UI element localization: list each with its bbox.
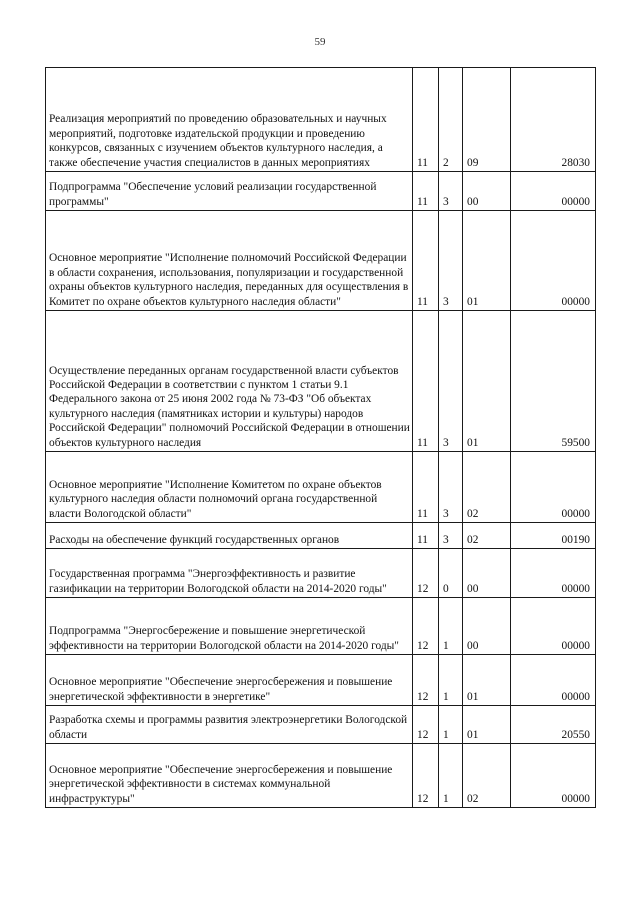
row-code-3: 01 [463,211,511,311]
table-row [46,744,596,808]
row-code-1: 11 [413,211,439,311]
row-code-2: 1 [439,706,463,744]
row-code-4: 28030 [511,68,596,172]
row-code-1: 11 [413,311,439,452]
row-name: Расходы на обеспечение функций государственных органов [46,523,413,549]
row-code-2: 3 [439,311,463,452]
table-row [46,549,596,598]
row-code-1: 12 [413,549,439,598]
row-code-2: 1 [439,598,463,655]
row-code-3: 00 [463,549,511,598]
row-name: Подпрограмма "Обеспечение условий реализации государственной программы" [46,172,413,211]
row-code-3: 02 [463,523,511,549]
table-row [46,452,596,523]
table-row [46,598,596,655]
row-code-4: 00000 [511,172,596,211]
row-code-4: 59500 [511,311,596,452]
row-code-2: 3 [439,172,463,211]
row-code-1: 11 [413,452,439,523]
row-name: Осуществление переданных органам государственной власти субъектов Российской Федерации в соответствии с пунктом 1 статьи 9.1 Федерального закона от 25 июня 2002 года № 73-ФЗ "Об объектах культурного наследия (памятниках истории и культуры) народов Российской Федерации" полномочий Российской Федерации в отношении объектов культурного наследия [46,311,413,452]
row-code-2: 3 [439,211,463,311]
row-code-1: 12 [413,655,439,706]
row-code-2: 1 [439,744,463,808]
page-number: 59 [314,36,326,48]
row-code-4: 00000 [511,549,596,598]
row-code-1: 11 [413,68,439,172]
row-code-4: 00000 [511,452,596,523]
row-code-1: 11 [413,172,439,211]
row-code-4: 00000 [511,655,596,706]
row-name: Основное мероприятие "Обеспечение энергосбережения и повышение энергетической эффективности в системах коммунальной инфраструктуры" [46,744,413,808]
row-code-3: 00 [463,598,511,655]
row-code-3: 02 [463,744,511,808]
row-code-1: 11 [413,523,439,549]
row-code-2: 3 [439,523,463,549]
row-code-3: 01 [463,655,511,706]
row-name: Основное мероприятие "Исполнение полномочий Российской Федерации в области сохранения, использования, популяризации и государственной охраны объектов культурного наследия, переданных для осуществления в Комитет по охране объектов культурного наследия области" [46,211,413,311]
row-code-4: 00000 [511,598,596,655]
table-row [46,172,596,211]
row-code-1: 12 [413,744,439,808]
table-row [46,211,596,311]
row-code-3: 09 [463,68,511,172]
row-code-1: 12 [413,706,439,744]
row-name: Основное мероприятие "Обеспечение энергосбережения и повышение энергетической эффективности в энергетике" [46,655,413,706]
row-name: Основное мероприятие "Исполнение Комитетом по охране объектов культурного наследия области полномочий органа государственной власти Вологодской области" [46,452,413,523]
row-name: Разработка схемы и программы развития электроэнергетики Вологодской области [46,706,413,744]
row-code-2: 1 [439,655,463,706]
row-code-3: 01 [463,706,511,744]
row-code-2: 0 [439,549,463,598]
budget-classification-table [45,67,596,808]
row-code-4: 00000 [511,211,596,311]
row-code-2: 2 [439,68,463,172]
table-row [46,706,596,744]
row-code-3: 01 [463,311,511,452]
row-code-4: 20550 [511,706,596,744]
table-row [46,311,596,452]
row-code-3: 02 [463,452,511,523]
row-name: Государственная программа "Энергоэффективность и развитие газификации на территории Вологодской области на 2014-2020 годы" [46,549,413,598]
row-code-3: 00 [463,172,511,211]
row-code-4: 00000 [511,744,596,808]
row-name: Подпрограмма "Энергосбережение и повышение энергетической эффективности на территории Вологодской области на 2014-2020 годы" [46,598,413,655]
row-code-4: 00190 [511,523,596,549]
row-code-1: 12 [413,598,439,655]
row-code-2: 3 [439,452,463,523]
table-row [46,68,596,172]
table-row [46,523,596,549]
row-name: Реализация мероприятий по проведению образовательных и научных мероприятий, подготовке издательской продукции и проведению конкурсов, связанных с изучением объектов культурного наследия, а также обеспечение участия специалистов в данных мероприятиях [46,68,413,172]
table-row [46,655,596,706]
